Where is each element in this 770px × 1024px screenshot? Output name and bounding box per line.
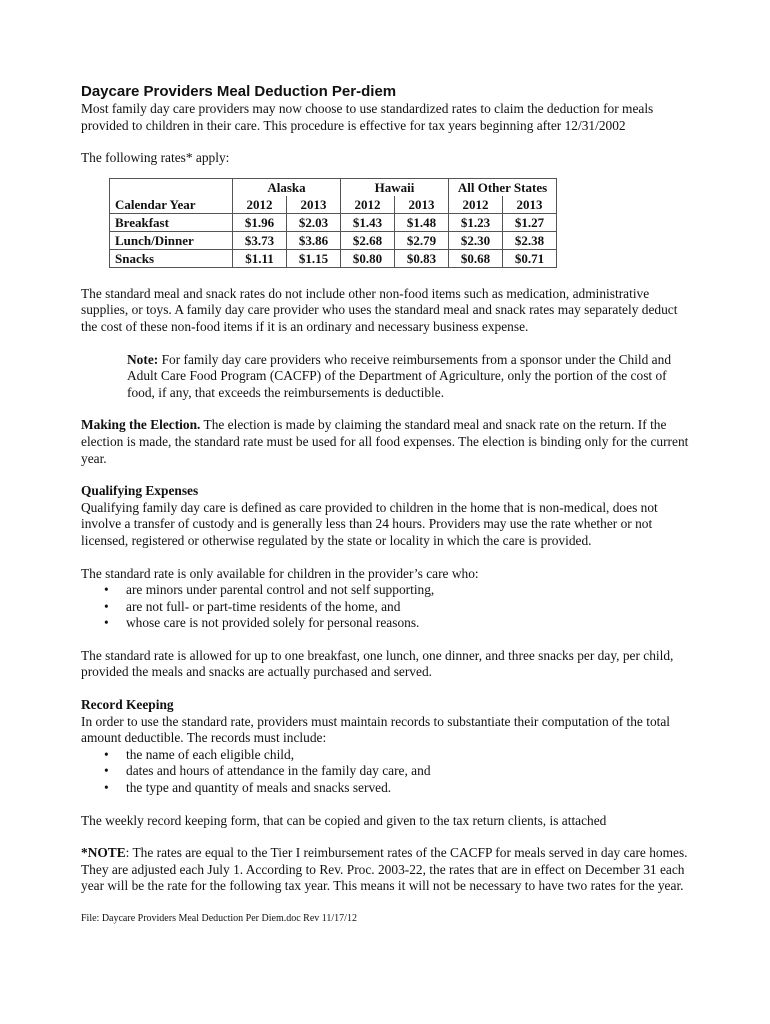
- availability-list: [81, 582, 689, 632]
- table-row-breakfast: [110, 213, 557, 231]
- rate-cell: $0.68: [449, 249, 503, 267]
- year-cell: 2012: [449, 196, 503, 214]
- rate-cell: $1.43: [341, 213, 395, 231]
- rate-cell: $3.73: [233, 231, 287, 249]
- group-alaska: Alaska: [233, 178, 341, 196]
- election-paragraph: [81, 417, 689, 467]
- nonfood-paragraph: The standard meal and snack rates do not include other non-food items such as medication, administrative supplies, or toys. A family day care provider who uses the standard meal and snack rates may separately deduct the cost of these non-food items if it is an ordinary and necessary business expense.: [81, 285, 678, 334]
- year-cell: 2012: [341, 196, 395, 214]
- list-item: • are minors under parental control and not self supporting,: [126, 582, 689, 599]
- footnote-label: *NOTE: [81, 845, 126, 861]
- rate-cell: $0.80: [341, 249, 395, 267]
- rate-cell: $1.23: [449, 213, 503, 231]
- year-cell: 2012: [233, 196, 287, 214]
- allowed-paragraph: The standard rate is allowed for up to one breakfast, one lunch, one dinner, and three snacks per day, per child, provided the meals and snacks are actually purchased and served.: [81, 647, 674, 680]
- qualifying-heading-text: Qualifying Expenses: [81, 483, 199, 499]
- table-row-snacks: [110, 249, 557, 267]
- note-text: For family day care providers who receive reimbursements from a sponsor under the Child and Adult Care Food Program (CACFP) of the Department of Agriculture, only the portion of the cost of food, if any, that exceeds the reimbursements is deductible.: [127, 351, 672, 400]
- rate-cell: $1.11: [233, 249, 287, 267]
- note-paragraph: [127, 352, 681, 402]
- rate-cell: $3.86: [287, 231, 341, 249]
- availability-intro: The standard rate is only available for children in the provider’s care who:: [81, 565, 479, 581]
- rate-cell: $2.30: [449, 231, 503, 249]
- intro-paragraph: Most family day care providers may now choose to use standardized rates to claim the deduction for meals provided to children in their care. This procedure is effective for tax years beginning after 12/31/2002: [81, 101, 654, 133]
- rate-cell: $1.96: [233, 213, 287, 231]
- row-label: Lunch/Dinner: [110, 231, 233, 249]
- rate-cell: $0.83: [395, 249, 449, 267]
- list-item: • are not full- or part-time residents of the home, and: [126, 599, 689, 616]
- document-page: [81, 82, 689, 925]
- weekly-form-paragraph: The weekly record keeping form, that can be copied and given to the tax return clients, is attached: [81, 812, 607, 828]
- year-cell: 2013: [503, 196, 557, 214]
- table-corner-cell: [110, 178, 233, 196]
- record-keeping-heading: [81, 697, 689, 714]
- election-text: The election is made by claiming the standard meal and snack rate on the return. If the election is made, the standard rate must be used for all food expenses. The election is binding only for the current year.: [81, 417, 689, 466]
- group-other-states: All Other States: [449, 178, 557, 196]
- election-label: Making the Election.: [81, 417, 201, 433]
- qualifying-paragraph: Qualifying family day care is defined as care provided to children in the home that is non-medical, does not involve a transfer of custody and is generally less than 24 hours. Providers may use the rate whether or not licensed, registered or otherwise regulated by the state or locality in which the care is provided.: [81, 499, 658, 548]
- rate-cell: $1.48: [395, 213, 449, 231]
- list-item: • dates and hours of attendance in the family day care, and: [126, 763, 689, 780]
- table-year-row: [110, 196, 557, 214]
- list-item: • the name of each eligible child,: [126, 747, 689, 764]
- list-item: • the type and quantity of meals and snacks served.: [126, 780, 689, 797]
- rates-table: [109, 178, 557, 268]
- rate-cell: $0.71: [503, 249, 557, 267]
- rate-cell: $1.27: [503, 213, 557, 231]
- record-keeping-paragraph: In order to use the standard rate, providers must maintain records to substantiate their computation of the total amount deductible. The records must include:: [81, 713, 671, 746]
- list-item: • whose care is not provided solely for personal reasons.: [126, 615, 689, 632]
- rate-cell: $2.03: [287, 213, 341, 231]
- rate-cell: $2.38: [503, 231, 557, 249]
- table-row-lunch-dinner: [110, 231, 557, 249]
- file-footer: File: Daycare Providers Meal Deduction Per Diem.doc Rev 11/17/12: [81, 913, 357, 924]
- rate-cell: $2.79: [395, 231, 449, 249]
- rate-cell: $2.68: [341, 231, 395, 249]
- row-label: Breakfast: [110, 213, 233, 231]
- rate-cell: $1.15: [287, 249, 341, 267]
- row-label: Snacks: [110, 249, 233, 267]
- footnote-paragraph: [81, 845, 689, 895]
- qualifying-heading: [81, 483, 689, 500]
- footnote-text: : The rates are equal to the Tier I reimbursement rates of the CACFP for meals served in day care homes. They are adjusted each July 1. According to Rev. Proc. 2003-22, the rates that are in effect on December 31 each year will be the rate for the following tax year. This means it will not be necessary to have two rates for the year.: [81, 845, 688, 894]
- group-hawaii: Hawaii: [341, 178, 449, 196]
- page-title: Daycare Providers Meal Deduction Per-diem: [81, 83, 397, 100]
- calendar-year-label: Calendar Year: [110, 196, 233, 214]
- table-group-header-row: [110, 178, 557, 196]
- record-keeping-list: [81, 747, 689, 797]
- record-keeping-heading-text: Record Keeping: [81, 697, 174, 713]
- rates-intro: The following rates* apply:: [81, 150, 230, 166]
- year-cell: 2013: [287, 196, 341, 214]
- year-cell: 2013: [395, 196, 449, 214]
- note-label: Note:: [127, 351, 159, 367]
